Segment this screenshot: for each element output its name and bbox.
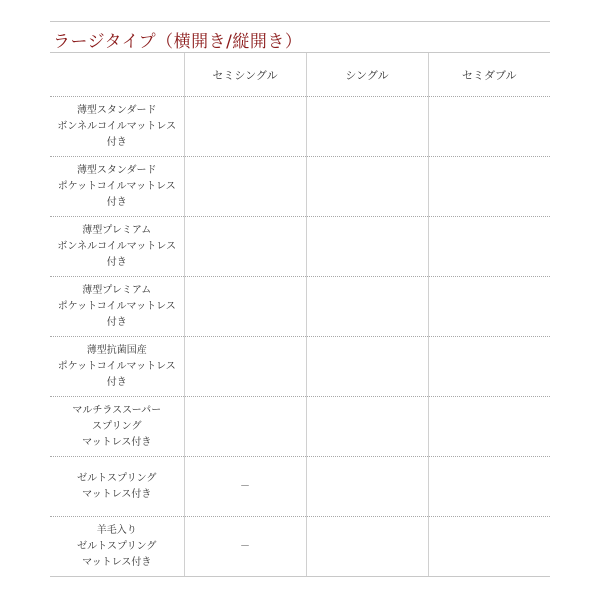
table-cell [306, 277, 428, 337]
row-label: 薄型スタンダード ボンネルコイルマットレス 付き [50, 97, 184, 157]
unavailable-dash: － [184, 517, 306, 577]
table-cell [184, 97, 306, 157]
table-cell [428, 157, 550, 217]
table-cell [428, 337, 550, 397]
row-label: 薄型スタンダード ポケットコイルマットレス 付き [50, 157, 184, 217]
row-label: 薄型プレミアム ポケットコイルマットレス 付き [50, 277, 184, 337]
table-row [50, 277, 550, 337]
section-title: ラージタイプ（横開き/縦開き） [53, 32, 303, 52]
row-label: マルチラススーパー スプリング マットレス付き [50, 397, 184, 457]
table-cell [184, 277, 306, 337]
table-row [50, 97, 550, 157]
row-label: ゼルトスプリング マットレス付き [50, 457, 184, 517]
table-cell [306, 217, 428, 277]
unavailable-dash: － [184, 457, 306, 517]
header-semi-double: セミダブル [428, 53, 550, 97]
table-row [50, 517, 550, 577]
table-cell [428, 277, 550, 337]
table-cell [306, 97, 428, 157]
table-cell [184, 337, 306, 397]
table-cell [428, 457, 550, 517]
header-semi-single: セミシングル [184, 53, 306, 97]
table-cell [184, 157, 306, 217]
table-row [50, 217, 550, 277]
table-cell [428, 397, 550, 457]
table-cell [428, 217, 550, 277]
table-cell [306, 337, 428, 397]
row-label: 羊毛入り ゼルトスプリング マットレス付き [50, 517, 184, 577]
table-row [50, 397, 550, 457]
table-cell [184, 397, 306, 457]
table-cell [306, 457, 428, 517]
top-divider [50, 21, 550, 22]
table-header-row [50, 53, 550, 97]
table-cell [184, 217, 306, 277]
table-row [50, 457, 550, 517]
table-row [50, 157, 550, 217]
table-cell [428, 517, 550, 577]
table-cell [428, 97, 550, 157]
header-blank [50, 53, 184, 97]
table-row [50, 337, 550, 397]
table-cell [306, 157, 428, 217]
header-single: シングル [306, 53, 428, 97]
table-cell [306, 517, 428, 577]
row-label: 薄型プレミアム ボンネルコイルマットレス 付き [50, 217, 184, 277]
row-label: 薄型抗菌国産 ポケットコイルマットレス 付き [50, 337, 184, 397]
table-cell [306, 397, 428, 457]
price-table [50, 53, 550, 577]
